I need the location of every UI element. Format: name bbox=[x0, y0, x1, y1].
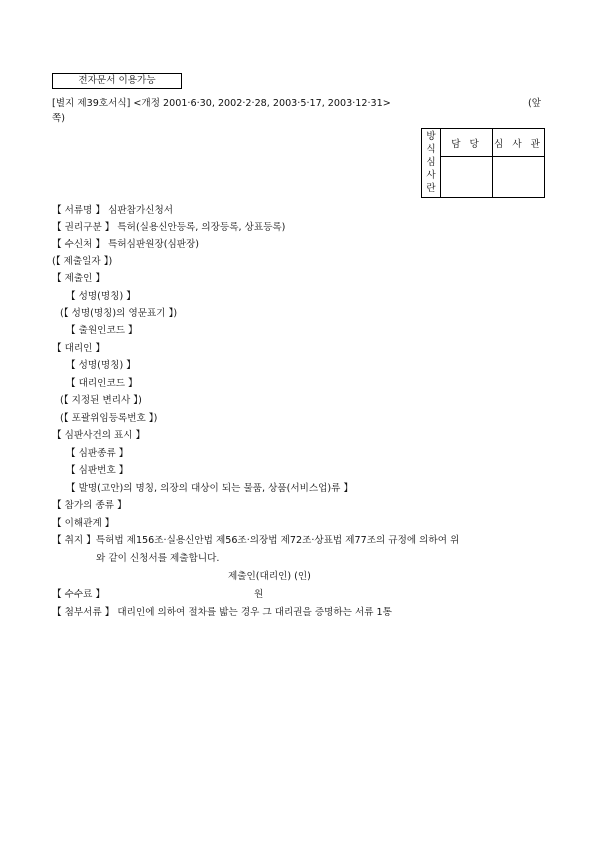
field-submitter-name-en: (【 성명(명칭)의 영문표기 】) bbox=[60, 308, 178, 319]
field-purpose-line2: 와 같이 신청서를 제출합니다. bbox=[96, 553, 220, 564]
review-col-officer: 담 당 bbox=[441, 129, 493, 157]
side-char: 방 bbox=[426, 131, 436, 142]
review-approval-box bbox=[421, 128, 545, 198]
side-char: 사 bbox=[426, 170, 436, 181]
field-submitter-code: 【 출원인코드 】 bbox=[66, 325, 138, 336]
side-char: 심 bbox=[426, 157, 436, 168]
electronic-document-badge: 전자문서 이용가능 bbox=[52, 73, 182, 89]
review-cell-examiner[interactable] bbox=[493, 157, 545, 198]
field-right-type: 【 권리구분 】 특허(실용신안등록, 의장등록, 상표등록) bbox=[52, 222, 286, 233]
field-designated-attorney: (【 지정된 변리사 】) bbox=[60, 395, 142, 406]
field-trial-number: 【 심판번호 】 bbox=[66, 465, 129, 476]
review-col-examiner: 심 사 관 bbox=[493, 129, 545, 157]
field-submitter: 【 제출인 】 bbox=[52, 273, 106, 284]
field-fee-label: 【 수수료 】 bbox=[52, 589, 106, 600]
review-side-label bbox=[422, 129, 441, 198]
field-invention-title: 【 발명(고안)의 명칭, 의장의 대상이 되는 물품, 상품(서비스업)류 】 bbox=[66, 483, 354, 494]
field-submit-date: (【 제출일자 】) bbox=[52, 256, 113, 267]
field-attachments: 【 첨부서류 】 대리인에 의하여 절차를 밟는 경우 그 대리권을 증명하는 서류 1통 bbox=[52, 607, 392, 618]
field-signature: 제출인(대리인) (인) bbox=[228, 571, 311, 582]
front-page-label-b: 쪽) bbox=[52, 113, 66, 124]
field-trial-type: 【 심판종류 】 bbox=[66, 448, 129, 459]
field-general-power: (【 포괄위임등록번호 】) bbox=[60, 413, 158, 424]
field-fee-unit: 원 bbox=[254, 589, 264, 600]
field-agent-code: 【 대리인코드 】 bbox=[66, 378, 138, 389]
field-agent: 【 대리인 】 bbox=[52, 343, 106, 354]
side-char: 란 bbox=[426, 183, 436, 194]
field-participation-type: 【 참가의 종류 】 bbox=[52, 500, 127, 511]
field-agent-name: 【 성명(명칭) 】 bbox=[66, 360, 136, 371]
field-submitter-name: 【 성명(명칭) 】 bbox=[66, 291, 136, 302]
form-revision-line: [별지 제39호서식] <개정 2001·6·30, 2002·2·28, 2003·5·17, 2003·12·31> bbox=[52, 98, 391, 109]
field-recipient: 【 수신처 】 특허심판원장(심판장) bbox=[52, 239, 200, 250]
side-char: 식 bbox=[426, 144, 436, 155]
field-interest: 【 이해관계 】 bbox=[52, 518, 115, 529]
review-cell-officer[interactable] bbox=[441, 157, 493, 198]
front-page-label-a: (앞 bbox=[528, 98, 542, 109]
field-doc-name: 【 서류명 】 심판참가신청서 bbox=[52, 205, 174, 216]
field-purpose-line1: 【 취지 】특허법 제156조·실용신안법 제56조·의장법 제72조·상표법 제77조의 규정에 의하여 위 bbox=[52, 535, 460, 546]
field-case-display: 【 심판사건의 표시 】 bbox=[52, 430, 146, 441]
